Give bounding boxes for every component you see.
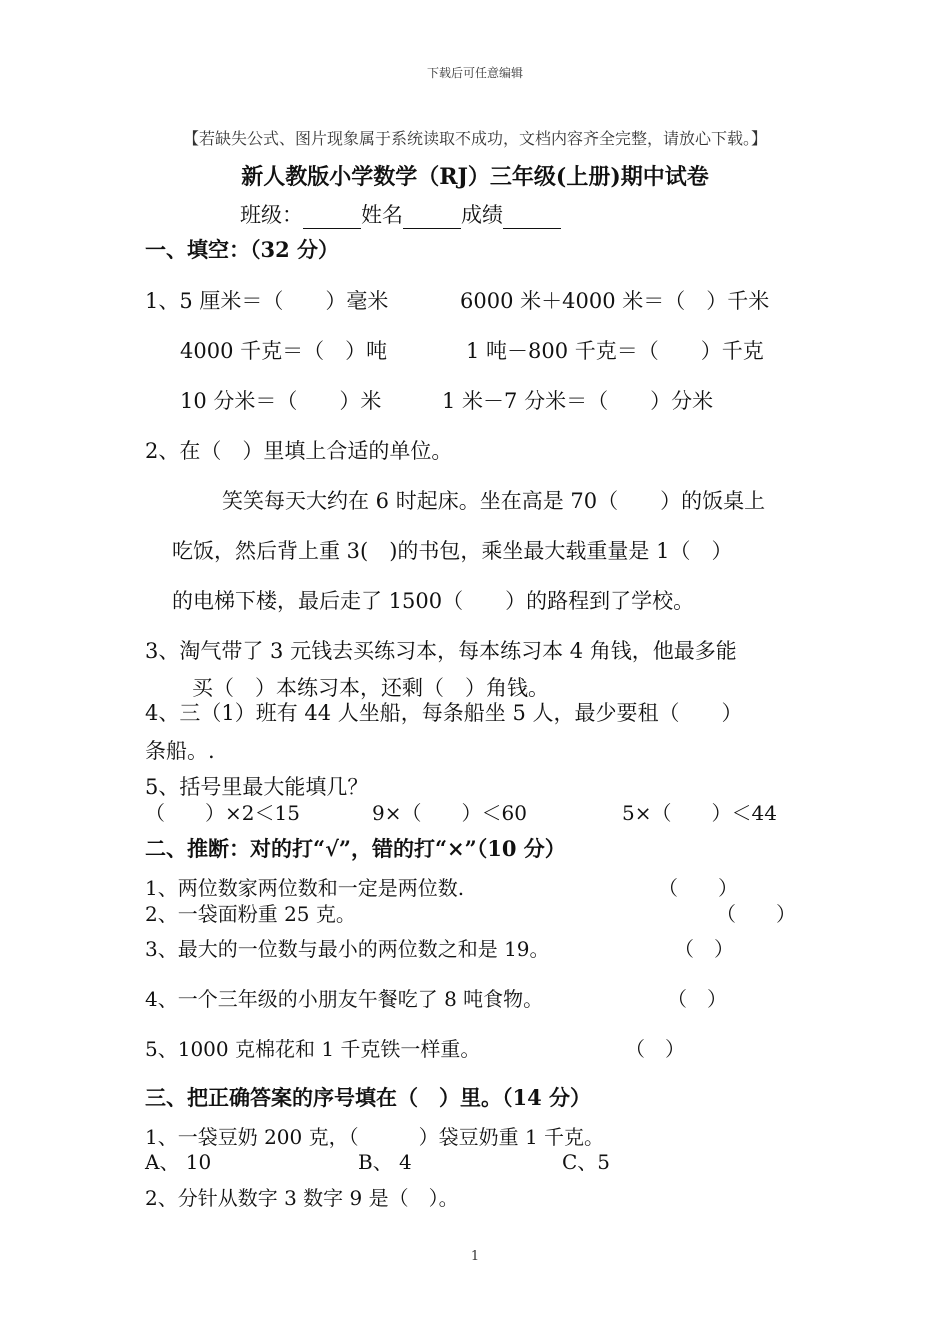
q1-line2a: 4000 千克＝（ ）吨 xyxy=(180,339,388,363)
class-blank[interactable] xyxy=(303,208,361,229)
q3-line1: 3、淘气带了 3 元钱去买练习本，每本练习本 4 角钱，他最多能 xyxy=(145,639,737,663)
q4-line1: 4、三（1）班有 44 人坐船，每条船坐 5 人，最少要租（ ） xyxy=(145,701,743,725)
q2-prompt: 2、在（ ）里填上合适的单位。 xyxy=(145,439,453,463)
q1-line1b: 6000 米＋4000 米＝（ ）千米 xyxy=(460,289,770,313)
q1-line3a: 10 分米＝（ ）米 xyxy=(180,389,382,413)
judge-item-1: 1、两位数家两位数和一定是两位数. xyxy=(145,876,465,900)
name-label: 姓名 xyxy=(361,203,403,227)
student-info xyxy=(240,199,561,229)
q2-line2: 吃饭，然后背上重 3( )的书包，乘坐最大载重量是 1（ ） xyxy=(172,539,733,563)
judge-bracket-5[interactable]: （ ） xyxy=(625,1037,685,1061)
download-notice: 【若缺失公式、图片现象属于系统读取不成功，文档内容齐全完整，请放心下载。】 xyxy=(182,129,767,148)
name-blank[interactable] xyxy=(403,208,461,229)
judge-bracket-2[interactable]: （ ） xyxy=(716,902,796,926)
judge-bracket-4[interactable]: （ ） xyxy=(667,987,727,1011)
judge-item-3: 3、最大的一位数与最小的两位数之和是 19。 xyxy=(145,937,550,961)
exam-title: 新人教版小学数学（RJ）三年级(上册)期中试卷 xyxy=(241,164,709,190)
q2-line1: 笑笑每天大约在 6 时起床。坐在高是 70（ ）的饭桌上 xyxy=(222,489,766,513)
q5-a: （ ）×2＜15 xyxy=(145,801,300,825)
section3-heading: 三、把正确答案的序号填在（ ）里。（14 分） xyxy=(145,1085,592,1110)
judge-item-5: 5、1000 克棉花和 1 千克铁一样重。 xyxy=(145,1037,481,1061)
q1-line1a: 1、5 厘米＝（ ）毫米 xyxy=(145,289,389,313)
judge-bracket-3[interactable]: （ ） xyxy=(674,937,734,961)
section2-heading: 二、推断：对的打“√”，错的打“×”（10 分） xyxy=(145,836,566,861)
judge-item-2: 2、一袋面粉重 25 克。 xyxy=(145,902,356,926)
score-label: 成绩 xyxy=(461,203,503,227)
q2-line3: 的电梯下楼，最后走了 1500（ ）的路程到了学校。 xyxy=(172,589,695,613)
q4-line2: 条船。. xyxy=(145,739,215,763)
q5-c: 5×（ ）＜44 xyxy=(622,801,777,825)
q3-line2: 买（ ）本练习本，还剩（ ）角钱。 xyxy=(192,676,549,700)
score-blank[interactable] xyxy=(503,208,561,229)
q5-b: 9×（ ）＜60 xyxy=(372,801,527,825)
section1-heading: 一、填空：（32 分） xyxy=(145,237,340,262)
judge-item-4: 4、一个三年级的小朋友午餐吃了 8 吨食物。 xyxy=(145,987,544,1011)
class-label: 班级： xyxy=(240,203,303,227)
judge-bracket-1[interactable]: （ ） xyxy=(658,876,738,900)
q1-line3b: 1 米－7 分米＝（ ）分米 xyxy=(442,389,714,413)
choice-q1-option-a: A、 10 xyxy=(145,1150,212,1174)
choice-q1-option-b: B、 4 xyxy=(358,1150,412,1174)
page-number: 1 xyxy=(470,1249,480,1264)
choice-q1-prompt: 1、一袋豆奶 200 克，（ ）袋豆奶重 1 千克。 xyxy=(145,1125,605,1149)
choice-q2-prompt: 2、分针从数字 3 数字 9 是（ ）。 xyxy=(145,1186,459,1210)
q5-prompt: 5、括号里最大能填几？ xyxy=(145,775,369,799)
choice-q1-option-c: C、5 xyxy=(562,1150,611,1174)
header-note: 下载后可任意编辑 xyxy=(426,66,523,80)
q1-line2b: 1 吨－800 千克＝（ ）千克 xyxy=(466,339,764,363)
